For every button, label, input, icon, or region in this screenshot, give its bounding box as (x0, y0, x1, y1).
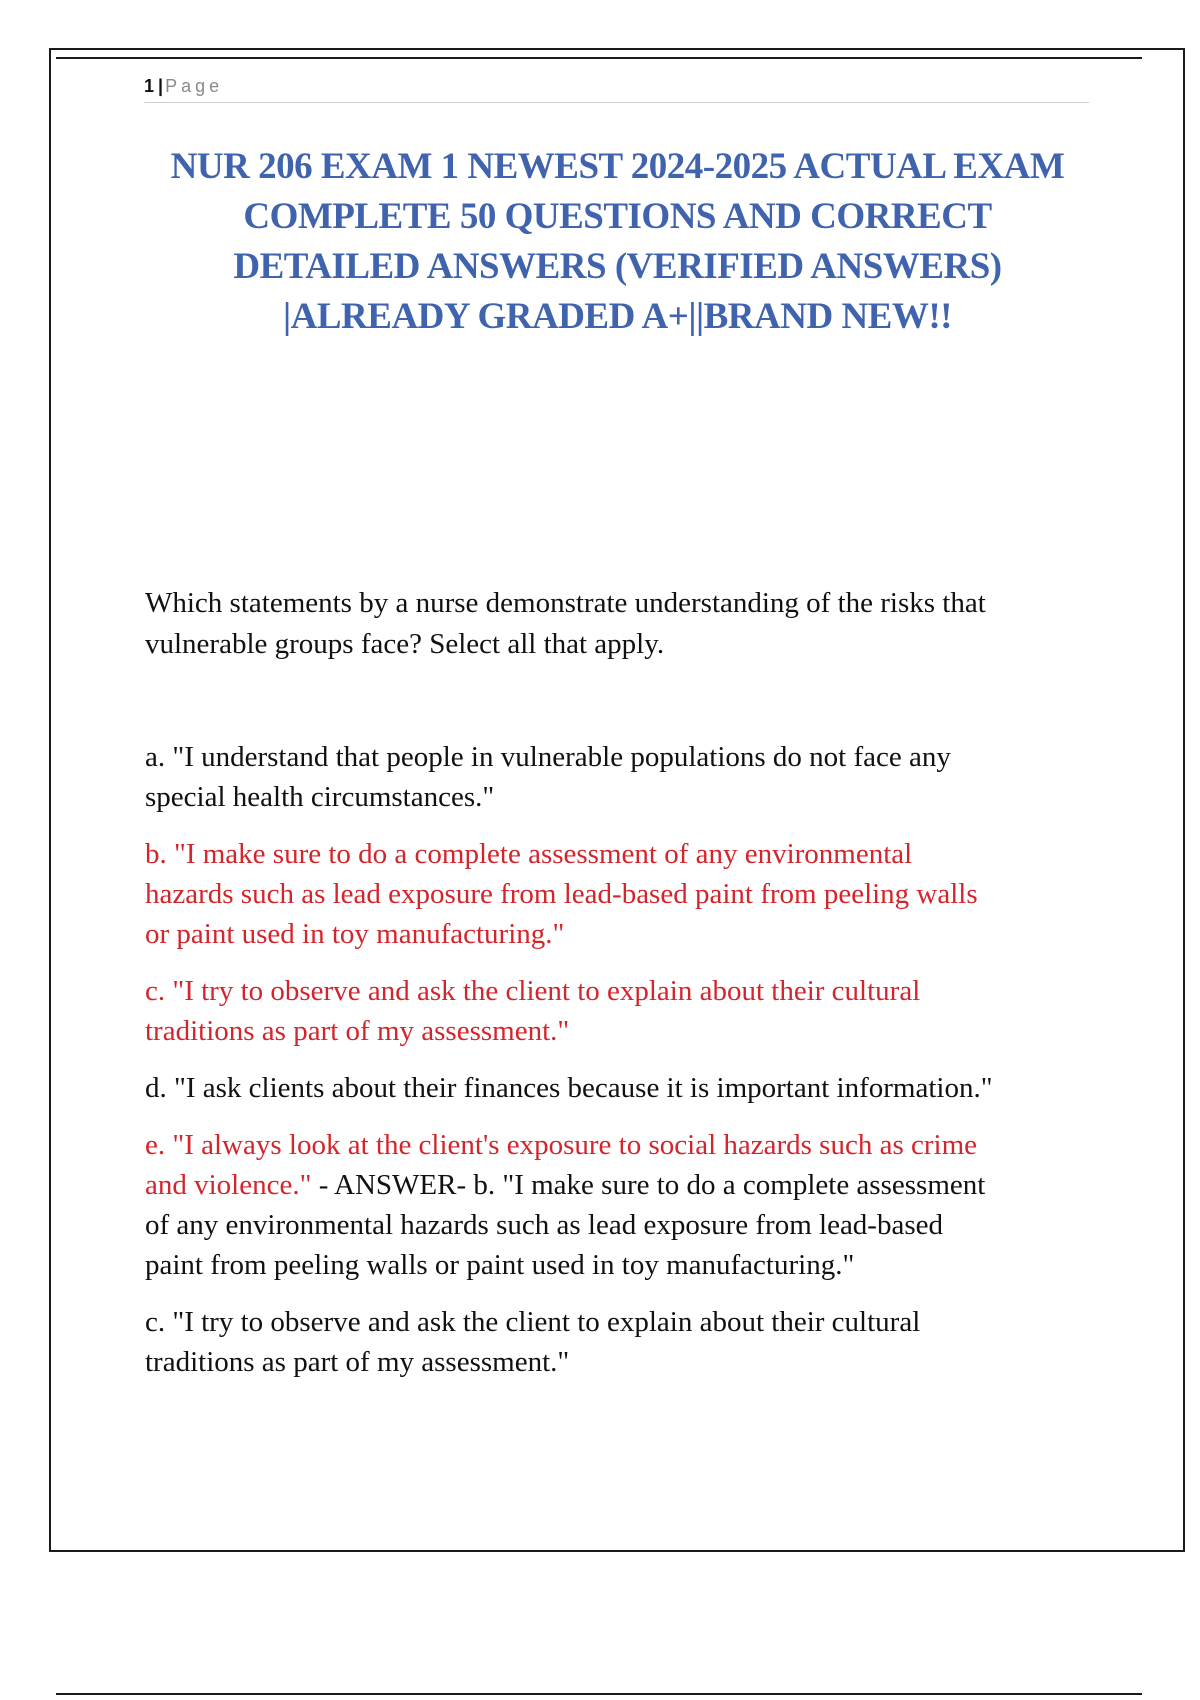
question-line: Which statements by a nurse demonstrate understanding of the risks that (145, 587, 986, 619)
option-e-line: and violence." (145, 1169, 312, 1201)
option-b-line: or paint used in toy manufacturing." (145, 918, 565, 950)
answer-b-line: paint from peeling walls or paint used in toy manufacturing." (145, 1249, 855, 1281)
top-rule (56, 57, 1142, 59)
document-title (150, 142, 1085, 342)
answer-b-line: of any environmental hazards such as lead exposure from lead-based (145, 1209, 943, 1241)
option-a (145, 737, 1095, 817)
answer-c-line: c. "I try to observe and ask the client to explain about their cultural (145, 1306, 921, 1338)
option-c-line: traditions as part of my assessment." (145, 1015, 570, 1047)
answer-options (145, 737, 1095, 1399)
page-label: Page (165, 76, 224, 96)
option-e-with-answer (145, 1125, 1095, 1285)
question-line: vulnerable groups face? Select all that apply. (145, 628, 665, 660)
option-a-line: a. "I understand that people in vulnerable populations do not face any (145, 741, 951, 773)
page-header (144, 74, 1089, 103)
page-separator: | (158, 76, 164, 96)
option-b-line: hazards such as lead exposure from lead-based paint from peeling walls (145, 878, 978, 910)
option-b (145, 834, 1095, 954)
title-line: |ALREADY GRADED A+||BRAND NEW!! (283, 296, 952, 337)
answer-c-line: traditions as part of my assessment." (145, 1346, 570, 1378)
title-line: NUR 206 EXAM 1 NEWEST 2024-2025 ACTUAL EXAM (170, 146, 1065, 187)
answer-lead: - ANSWER- b. "I make sure to do a complete assessment (311, 1169, 986, 1201)
option-d (145, 1068, 1095, 1108)
option-a-line: special health circumstances." (145, 781, 495, 813)
option-b-line: b. "I make sure to do a complete assessment of any environmental (145, 838, 913, 870)
option-e-line: e. "I always look at the client's exposure to social hazards such as crime (145, 1129, 978, 1161)
option-c (145, 971, 1095, 1051)
option-d-line: d. "I ask clients about their finances because it is important information." (145, 1072, 993, 1104)
title-line: DETAILED ANSWERS (VERIFIED ANSWERS) (233, 246, 1002, 287)
answer-c (145, 1302, 1095, 1382)
bottom-rule (56, 1693, 1142, 1695)
option-c-line: c. "I try to observe and ask the client to explain about their cultural (145, 975, 921, 1007)
question-text (145, 583, 1095, 665)
title-line: COMPLETE 50 QUESTIONS AND CORRECT (243, 196, 992, 237)
page-number: 1 (144, 76, 155, 96)
